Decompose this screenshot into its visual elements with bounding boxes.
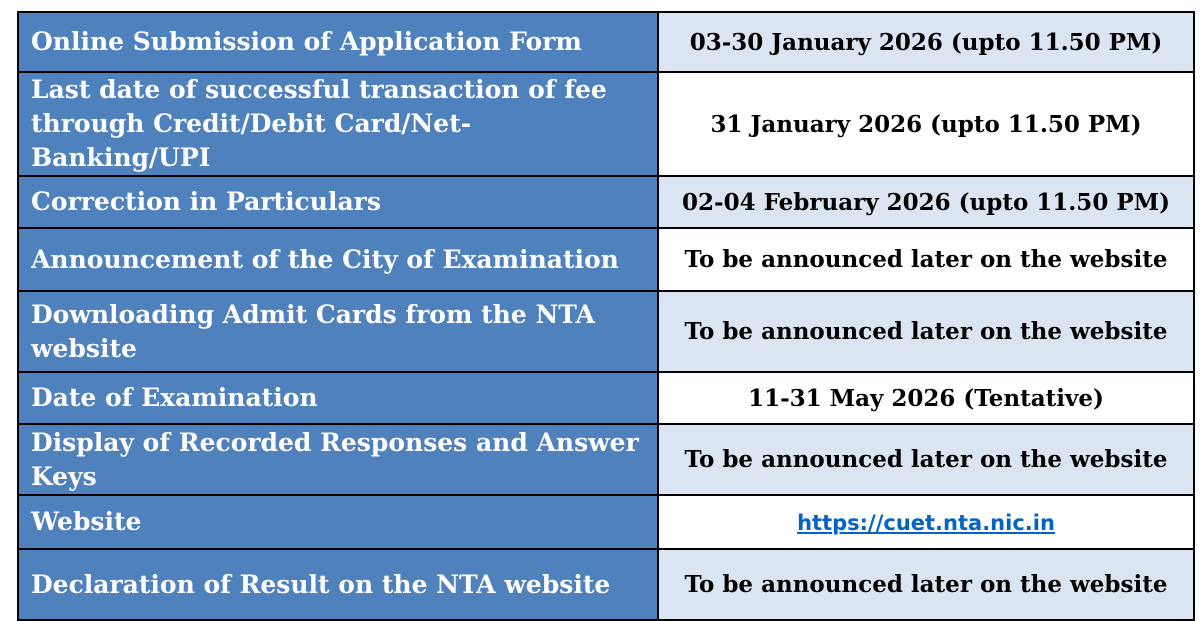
event-cell: Declaration of Result on the NTA website <box>18 549 658 620</box>
event-cell: Display of Recorded Responses and Answer Keys <box>18 424 658 495</box>
date-cell: To be announced later on the website <box>658 291 1194 372</box>
date-cell: 03-30 January 2026 (upto 11.50 PM) <box>658 12 1194 72</box>
date-cell: 31 January 2026 (upto 11.50 PM) <box>658 72 1194 176</box>
event-cell: Online Submission of Application Form <box>18 12 658 72</box>
table-row <box>18 176 1194 228</box>
table-row <box>18 12 1194 72</box>
date-cell: To be announced later on the website <box>658 228 1194 291</box>
date-cell: To be announced later on the website <box>658 549 1194 620</box>
date-cell: 02-04 February 2026 (upto 11.50 PM) <box>658 176 1194 228</box>
table-row <box>18 228 1194 291</box>
event-cell: Website <box>18 495 658 549</box>
event-cell: Downloading Admit Cards from the NTA website <box>18 291 658 372</box>
table-row <box>18 424 1194 495</box>
table-row <box>18 72 1194 176</box>
date-cell: 11-31 May 2026 (Tentative) <box>658 372 1194 424</box>
event-cell: Correction in Particulars <box>18 176 658 228</box>
table-row <box>18 495 1194 549</box>
date-cell <box>658 495 1194 549</box>
event-cell: Announcement of the City of Examination <box>18 228 658 291</box>
event-cell: Last date of successful transaction of fee through Credit/Debit Card/Net-Banking/UPI <box>18 72 658 176</box>
schedule-table <box>17 11 1195 621</box>
table-row <box>18 549 1194 620</box>
date-cell: To be announced later on the website <box>658 424 1194 495</box>
table-row <box>18 372 1194 424</box>
event-cell: Date of Examination <box>18 372 658 424</box>
website-link[interactable]: https://cuet.nta.nic.in <box>797 510 1055 535</box>
table-row <box>18 291 1194 372</box>
